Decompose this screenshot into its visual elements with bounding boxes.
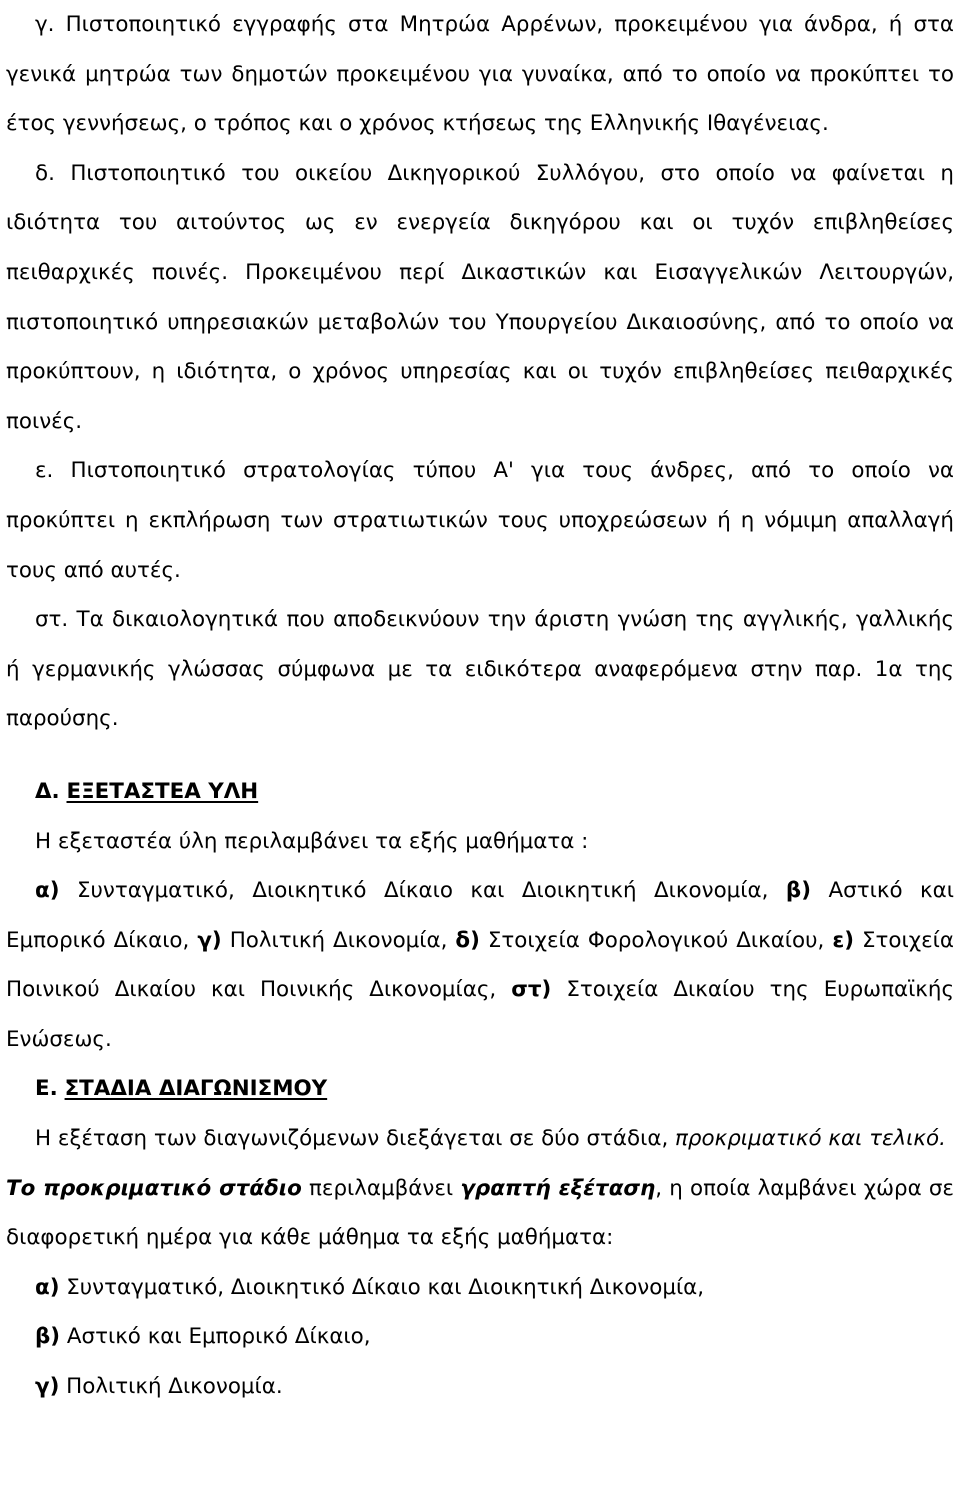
item-text: Αστικό και Εμπορικό Δίκαιο, — [6, 878, 954, 953]
paragraph-epsilon: ε. Πιστοποιητικό στρατολογίας τύπου Α' για τους άνδρες, από το οποίο να προκύπτει η εκπλήρωση των στρατιωτικών τους υποχρεώσεων ή η νόμιμη απαλλαγή τους από αυτές. — [6, 458, 954, 583]
section-e-intro-text: Η εξέταση των διαγωνιζόμενων διεξάγεται σε δύο στάδια, — [35, 1126, 676, 1152]
section-d-letter: Δ. — [35, 778, 60, 804]
section-e-stage — [6, 1164, 954, 1263]
paragraph-st: στ. Τα δικαιολογητικά που αποδεικνύουν την άριστη γνώση της αγγλικής, γαλλικής ή γερμανικής γλώσσας σύμφωνα με τα ειδικότερα αναφερόμενα στην παρ. 1α της παρούσης. — [6, 607, 954, 732]
exam-item — [6, 1263, 954, 1313]
section-e-title: ΣΤΑΔΙΑ ΔΙΑΓΩΝΙΣΜΟΥ — [64, 1076, 328, 1102]
stage-term-2: γραπτή εξέταση — [460, 1175, 656, 1201]
exam-item — [6, 1362, 954, 1412]
section-d-items — [6, 866, 954, 1064]
item-label: στ) — [511, 977, 552, 1003]
paragraph-gamma: γ. Πιστοποιητικό εγγραφής στα Μητρώα Αρρένων, προκειμένου για άνδρα, ή στα γενικά μητρώα των δημοτών προκειμένου για γυναίκα, από το οποίο να προκύπτει το έτος γεννήσεως, ο τρόπος και ο χρόνος κτήσεως της Ελληνικής Ιθαγένειας. — [6, 12, 954, 137]
item-label: α) — [35, 878, 60, 904]
stage-term: Το προκριματικό στάδιο — [6, 1175, 302, 1201]
item-text: Συνταγματικό, Διοικητικό Δίκαιο και Διοικητική Δικονομία, — [59, 1274, 705, 1300]
item-text: Πολιτική Δικονομία, — [221, 927, 456, 953]
item-text: Αστικό και Εμπορικό Δίκαιο, — [60, 1324, 371, 1350]
section-d-intro: Η εξεταστέα ύλη περιλαμβάνει τα εξής μαθήματα : — [35, 828, 589, 854]
item-label: δ) — [455, 927, 480, 953]
item-label: ε) — [832, 927, 854, 953]
stage-rest: , η οποία λαμβάνει χώρα σε διαφορετική ημέρα για κάθε μάθημα τα εξής μαθήματα: — [6, 1175, 954, 1251]
item-label: α) — [35, 1274, 60, 1300]
item-text: Πολιτική Δικονομία. — [59, 1374, 283, 1400]
item-label: γ) — [35, 1374, 60, 1400]
section-e-heading — [6, 1064, 954, 1114]
item-label: β) — [785, 878, 812, 904]
section-d-title: ΕΞΕΤΑΣΤΕΑ ΥΛΗ — [66, 778, 259, 804]
section-e-intro — [6, 1114, 954, 1164]
item-text: Στοιχεία Ποινικού Δικαίου και Ποινικής Δικονομίας, — [6, 927, 954, 1003]
section-e-intro-italic: προκριματικό και τελικό. — [675, 1126, 946, 1152]
exam-item — [6, 1312, 954, 1362]
spacer — [6, 744, 954, 767]
item-text: Στοιχεία Φορολογικού Δικαίου, — [479, 927, 833, 953]
item-label: β) — [35, 1324, 61, 1350]
item-text: Συνταγματικό, Διοικητικό Δίκαιο και Διοικητική Δικονομία, — [59, 878, 786, 904]
section-e-letter: Ε. — [35, 1076, 58, 1102]
stage-mid: περιλαμβάνει — [301, 1175, 461, 1201]
item-label: γ) — [197, 927, 222, 953]
paragraph-delta: δ. Πιστοποιητικό του οικείου Δικηγορικού Συλλόγου, στο οποίο να φαίνεται η ιδιότητα του αιτούντος ως εν ενεργεία δικηγόρου και οι τυχόν επιβληθείσες πειθαρχικές ποινές. Προκειμένου περί Δικαστικών και Εισαγγελικών Λειτουργών, πιστοποιητικό υπηρεσιακών μεταβολών του Υπουργείου Δικαιοσύνης, από το οποίο να προκύπτουν, η ιδιότητα, ο χρόνος υπηρεσίας και οι τυχόν επιβληθείσες πειθαρχικές ποινές. — [6, 160, 954, 434]
item-text: Στοιχεία Δικαίου της Ευρωπαϊκής Ενώσεως. — [6, 977, 955, 1052]
section-d-heading — [6, 767, 954, 817]
